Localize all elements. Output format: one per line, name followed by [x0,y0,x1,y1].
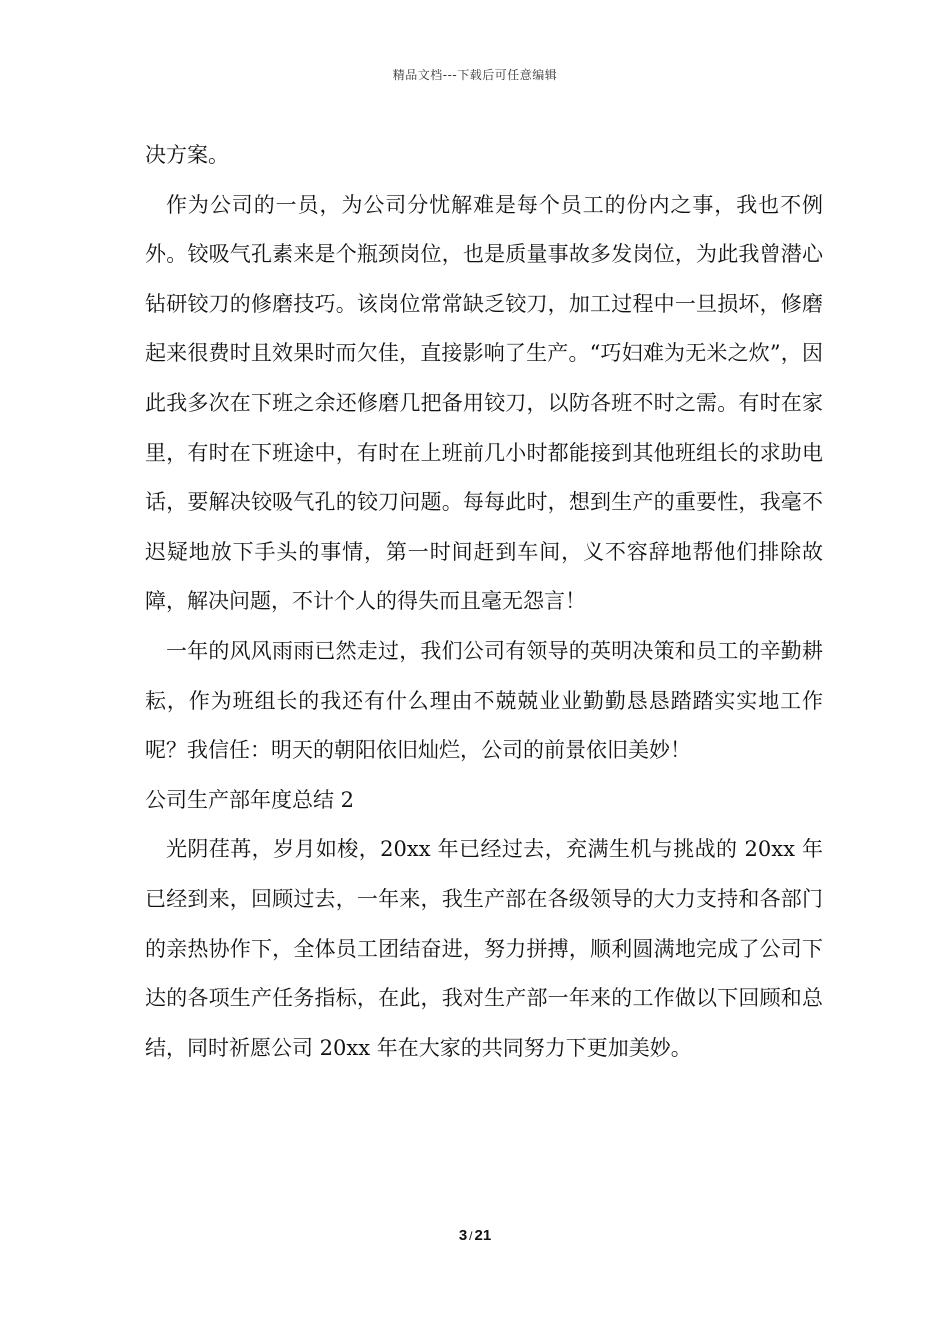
page-header: 精品文档---下载后可任意编辑 [392,68,558,82]
paragraph-1: 决方案。 [145,143,229,167]
current-page-number: 3 [458,1227,468,1244]
total-page-count: 21 [474,1227,492,1244]
page-separator: / [469,1229,473,1243]
section-heading: 公司生产部年度总结 2 [145,787,355,812]
document-body [145,131,823,1073]
paragraph-4: 光阴荏苒，岁月如梭，20xx 年已经过去，充满生机与挑战的 20xx 年已经到来，回顾过去，一年来，我生产部在各级领导的大力支持和各部门的亲热协作下，全体员工团结奋进，努力拼搏，顺利圆满地完成了公司下达的各项生产任务指标，在此，我对生产部一年来的工作做以下回顾和总结，同时祈愿公司 20xx 年在大家的共同努力下更加美妙。 [145,837,823,1060]
paragraph-2: 作为公司的一员，为公司分忧解难是每个员工的份内之事，我也不例外。铰吸气孔素来是个瓶颈岗位，也是质量事故多发岗位，为此我曾潜心钻研铰刀的修磨技巧。该岗位常常缺乏铰刀，加工过程中一旦损坏，修磨起来很费时且效果时而欠佳，直接影响了生产。“巧妇难为无米之炊”，因此我多次在下班之余还修磨几把备用铰刀，以防各班不时之需。有时在家里，有时在下班途中，有时在上班前几小时都能接到其他班组长的求助电话，要解决铰吸气孔的铰刀问题。每每此时，想到生产的重要性，我毫不迟疑地放下手头的事情，第一时间赶到车间，义不容辞地帮他们排除故障，解决问题，不计个人的得失而且毫无怨言！ [145,192,823,614]
paragraph-3: 一年的风风雨雨已然走过，我们公司有领导的英明决策和员工的辛勤耕耘，作为班组长的我还有什么理由不兢兢业业勤勤恳恳踏踏实实地工作呢？我信任：明天的朝阳依旧灿烂，公司的前景依旧美妙！ [145,638,823,763]
page-number [0,1227,950,1244]
